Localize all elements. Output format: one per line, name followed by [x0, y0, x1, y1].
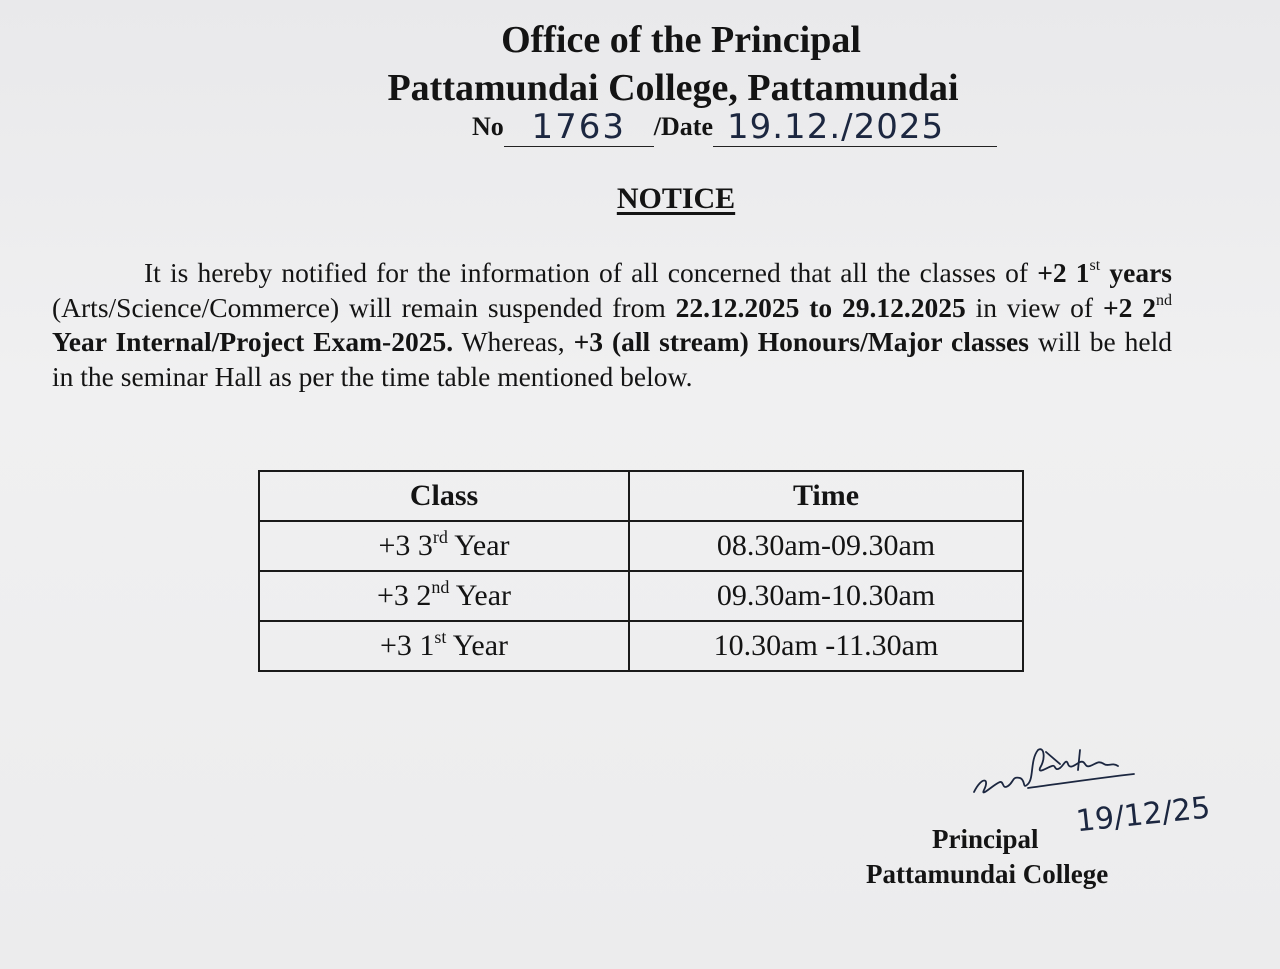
notice-sup-1: st — [1089, 257, 1101, 274]
notice-text-1: It is hereby notified for the information of all concerned that all the classes of — [144, 257, 1038, 288]
notice-text-4: Whereas, — [453, 326, 574, 357]
class-suffix: Year — [446, 629, 509, 662]
column-header-class: Class — [259, 471, 629, 521]
notice-title: NOTICE — [616, 182, 736, 215]
reference-no-label: No — [472, 112, 504, 141]
signatory-institution: Pattamundai College — [866, 859, 1109, 889]
notice-body — [52, 256, 1172, 394]
notice-sup-3: nd — [1156, 291, 1172, 309]
class-cell — [259, 571, 629, 621]
letterhead-college: Pattamundai College, Pattamundai — [387, 67, 959, 109]
class-cell — [259, 521, 629, 571]
schedule-table — [258, 470, 1024, 672]
class-suffix: Year — [449, 579, 512, 612]
time-cell: 10.30am -11.30am — [629, 621, 1023, 671]
class-ordinal: rd — [432, 527, 448, 547]
signatory-block — [866, 822, 1108, 892]
class-ordinal: nd — [431, 577, 450, 597]
reference-no-value: 1763 — [504, 108, 654, 147]
schedule-header-row — [259, 471, 1023, 521]
class-prefix: +3 1 — [379, 629, 435, 662]
reference-date-value: 19.12./2025 — [713, 108, 997, 147]
notice-bold-1a: +2 1 — [1037, 257, 1090, 288]
reference-line — [472, 108, 997, 147]
class-cell — [259, 621, 629, 671]
signatory-title: Principal — [932, 824, 1039, 854]
class-suffix: Year — [447, 529, 510, 562]
notice-bold-3a: +2 2 — [1102, 291, 1156, 323]
table-row — [259, 571, 1023, 621]
reference-date-label: /Date — [653, 112, 713, 141]
table-row — [259, 521, 1023, 571]
table-row — [259, 621, 1023, 671]
time-cell: 08.30am-09.30am — [629, 521, 1023, 571]
notice-bold-4: +3 (all stream) Honours/Major classes — [573, 326, 1029, 357]
notice-bold-2: 22.12.2025 to 29.12.2025 — [675, 291, 966, 323]
column-header-time: Time — [629, 471, 1023, 521]
notice-bold-1b: years — [1109, 257, 1172, 288]
time-cell: 09.30am-10.30am — [629, 571, 1023, 621]
notice-bold-3b: Year Internal/Project Exam-2025. — [52, 326, 454, 357]
class-prefix: +3 2 — [376, 579, 432, 612]
class-prefix: +3 3 — [378, 529, 433, 562]
notice-text-2: (Arts/Science/Commerce) will remain suspended from — [52, 291, 676, 323]
letterhead-office: Office of the Principal — [501, 19, 861, 61]
notice-text-3: in view of — [965, 291, 1103, 323]
notice-text-5: will be held in the seminar Hall as per the time table mentioned below. — [52, 326, 1172, 392]
class-ordinal: st — [434, 627, 447, 647]
signature-date: 19/12/25 — [1074, 790, 1212, 840]
